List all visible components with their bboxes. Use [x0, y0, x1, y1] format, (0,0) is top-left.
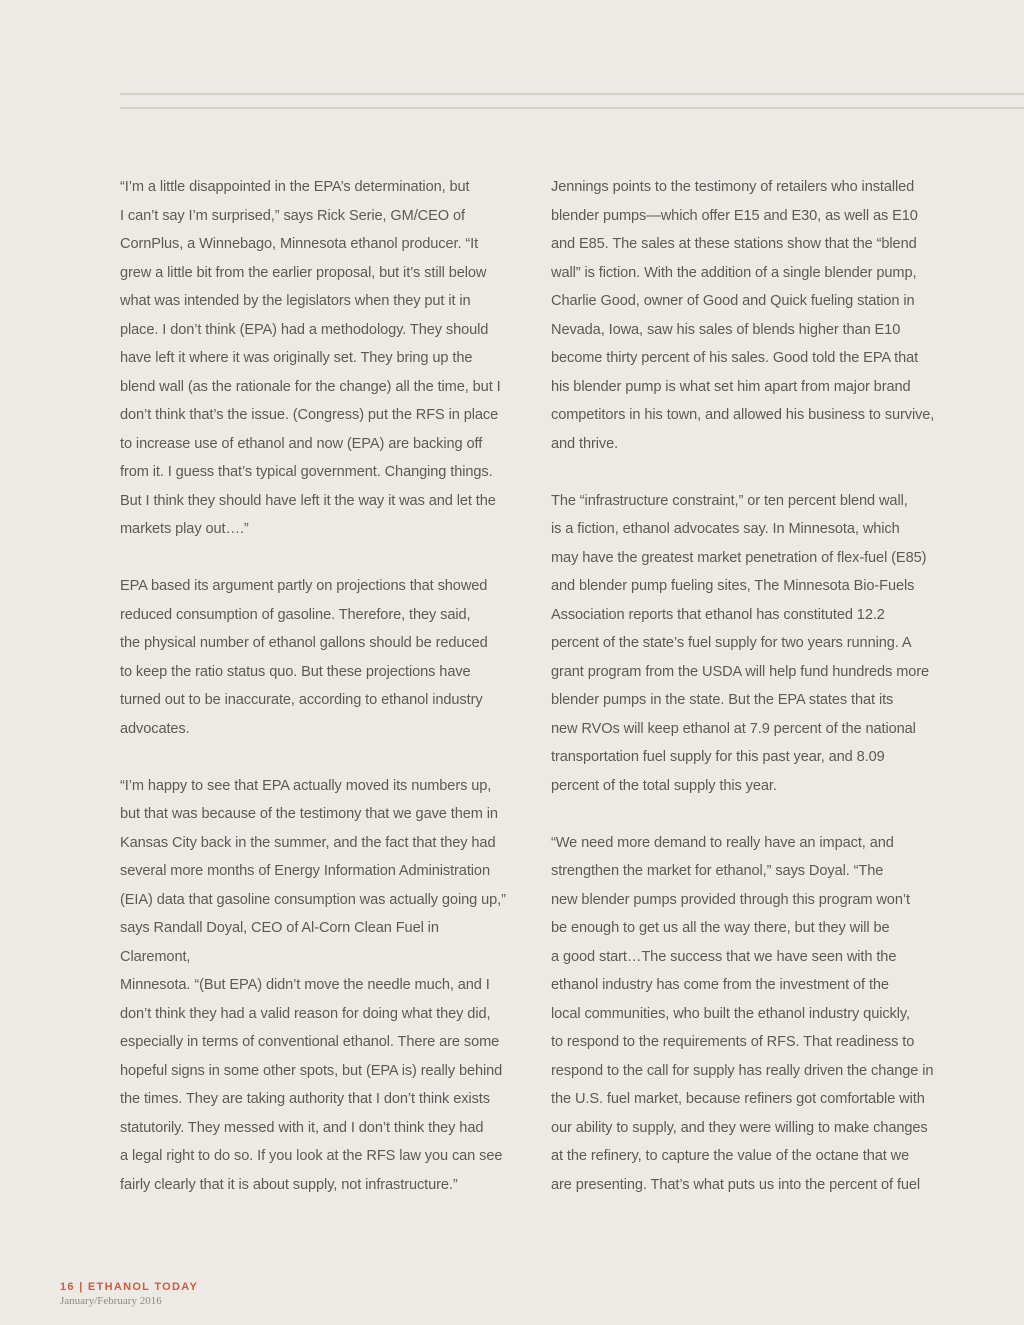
- paragraph: “I’m happy to see that EPA actually moved its numbers up, but that was because of the testimony that we gave them in Kansas City back in the summer, and the fact that they had several more months of Energy Information Administration (EIA) data that gasoline consumption was actually going up,” says Randall Doyal, CEO of Al-Corn Clean Fuel in Claremont, Minnesota. “(But EPA) didn’t move the needle much, and I don’t think they had a valid reason for doing what they did, especially in terms of conventional ethanol. There are some hopeful signs in some other spots, but (EPA is) really behind the times. They are taking authority that I don’t think exists statutorily. They messed with it, and I don’t think they had a legal right to do so. If you look at the RFS law you can see fairly clearly that it is about supply, not infrastructure.”: [120, 777, 506, 1193]
- paragraph: Jennings points to the testimony of retailers who installed blender pumps—which offer E15 and E30, as well as E10 and E85. The sales at these stations show that the “blend wall” is fiction. With the addition of a single blender pump, Charlie Good, owner of Good and Quick fueling station in Nevada, Iowa, saw his sales of blends higher than E10 become thirty percent of his sales. Good told the EPA that his blender pump is what set him apart from major brand competitors in his town, and allowed his business to survive, and thrive.: [551, 179, 935, 452]
- issue-date: January/February 2016: [60, 1295, 162, 1307]
- article-column-left: [120, 173, 512, 1228]
- page-number-publication: 16 | ETHANOL TODAY: [60, 1281, 199, 1293]
- header-rule-bottom: [120, 107, 1024, 109]
- paragraph: “I’m a little disappointed in the EPA’s determination, but I can’t say I’m surprised,” says Rick Serie, GM/CEO of CornPlus, a Winnebago, Minnesota ethanol producer. “It grew a little bit from the earlier proposal, but it’s still below what was intended by the legislators when they put it in place. I don’t think (EPA) had a methodology. They should have left it where it was originally set. They bring up the blend wall (as the rationale for the change) all the time, but I don’t think that’s the issue. (Congress) put the RFS in place to increase use of ethanol and now (EPA) are backing off from it. I guess that’s typical government. Changing things. But I think they should have left it the way it was and let the markets play out….”: [120, 179, 501, 537]
- article-column-right: [551, 173, 943, 1228]
- paragraph: EPA based its argument partly on projections that showed reduced consumption of gasoline. Therefore, they said, the physical number of ethanol gallons should be reduced to keep the ratio status quo. But these projections have turned out to be inaccurate, according to ethanol industry advocates.: [120, 578, 488, 737]
- header-rule-top: [120, 93, 1024, 95]
- paragraph: The “infrastructure constraint,” or ten percent blend wall, is a fiction, ethanol advocates say. In Minnesota, which may have the greatest market penetration of flex-fuel (E85) and blender pump fueling sites, The Minnesota Bio-Fuels Association reports that ethanol has constituted 12.2 percent of the state’s fuel supply for two years running. A grant program from the USDA will help fund hundreds more blender pumps in the state. But the EPA states that its new RVOs will keep ethanol at 7.9 percent of the national transportation fuel supply for this past year, and 8.09 percent of the total supply this year.: [551, 492, 930, 794]
- paragraph: “We need more demand to really have an impact, and strengthen the market for ethanol,” says Doyal. “The new blender pumps provided through this program won’t be enough to get us all the way there, but they will be a good start…The success that we have seen with the ethanol industry has come from the investment of the local communities, who built the ethanol industry quickly, to respond to the requirements of RFS. That readiness to respond to the call for supply has really driven the change in the U.S. fuel market, because refiners got comfortable with our ability to supply, and they were willing to make changes at the refinery, to capture the value of the octane that we are presenting. That’s what puts us into the percent of fuel: [551, 834, 934, 1193]
- page-footer: [60, 1280, 198, 1308]
